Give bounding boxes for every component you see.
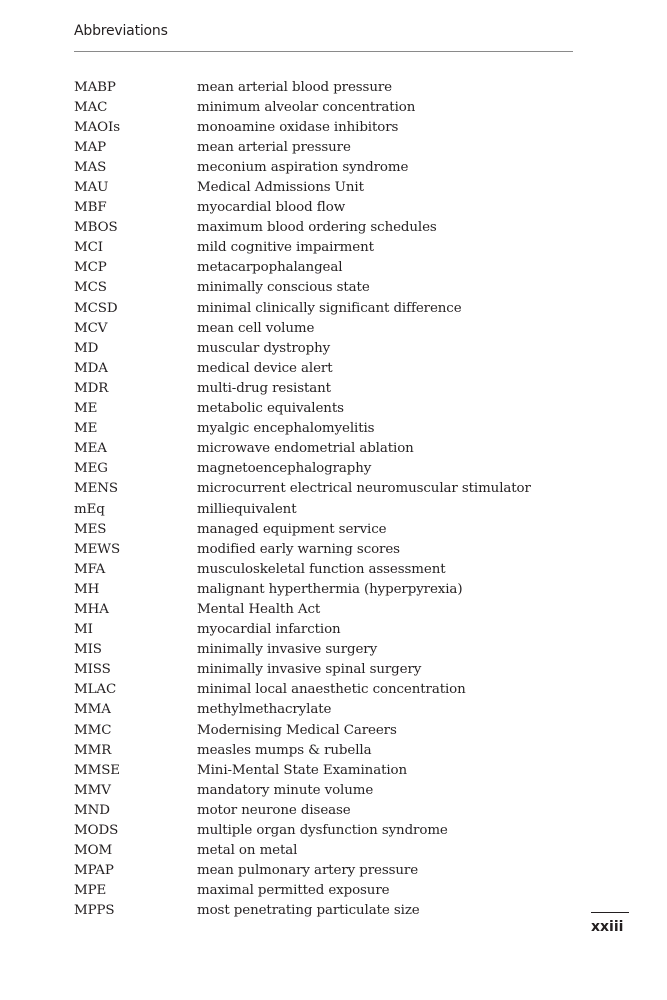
abbreviation-definition: myocardial infarction bbox=[197, 622, 341, 638]
abbreviation-row bbox=[74, 258, 573, 278]
abbreviation-definition: minimum alveolar concentration bbox=[197, 99, 416, 115]
abbreviation-row bbox=[74, 238, 573, 258]
abbreviation-row bbox=[74, 318, 573, 338]
abbreviation-term: MDA bbox=[74, 360, 108, 376]
abbreviation-row bbox=[74, 177, 573, 197]
abbreviation-definition: Mental Health Act bbox=[197, 601, 321, 617]
abbreviation-term: MH bbox=[74, 581, 100, 597]
abbreviation-definition: metacarpophalangeal bbox=[197, 260, 343, 276]
abbreviation-row bbox=[74, 519, 573, 539]
abbreviation-definition: microcurrent electrical neuromuscular stimulator bbox=[197, 481, 531, 497]
abbreviation-term: MAU bbox=[74, 180, 109, 196]
abbreviation-row bbox=[74, 419, 573, 439]
abbreviation-term: MIS bbox=[74, 642, 102, 658]
abbreviation-row bbox=[74, 137, 573, 157]
abbreviation-term: mEq bbox=[74, 501, 105, 517]
abbreviation-definition: minimally invasive surgery bbox=[197, 642, 378, 658]
abbreviation-row bbox=[74, 800, 573, 820]
abbreviation-definition: monoamine oxidase inhibitors bbox=[197, 119, 399, 135]
abbreviation-row bbox=[74, 579, 573, 599]
abbreviation-term: MMC bbox=[74, 722, 112, 738]
abbreviation-row bbox=[74, 298, 573, 318]
abbreviation-term: ME bbox=[74, 401, 98, 417]
abbreviation-definition: maximum blood ordering schedules bbox=[197, 220, 437, 236]
abbreviation-row bbox=[74, 881, 573, 901]
abbreviation-term: MDR bbox=[74, 380, 109, 396]
abbreviation-definition: mean arterial pressure bbox=[197, 139, 351, 155]
abbreviation-list bbox=[74, 77, 573, 921]
abbreviation-row bbox=[74, 479, 573, 499]
abbreviation-term: MISS bbox=[74, 662, 111, 678]
abbreviation-row bbox=[74, 720, 573, 740]
abbreviation-term: MCP bbox=[74, 260, 107, 276]
abbreviation-term: MEWS bbox=[74, 541, 121, 557]
abbreviation-term: MENS bbox=[74, 481, 118, 497]
abbreviation-definition: most penetrating particulate size bbox=[197, 903, 420, 919]
abbreviation-definition: myalgic encephalomyelitis bbox=[197, 421, 375, 437]
abbreviation-term: MMV bbox=[74, 782, 111, 798]
abbreviation-term: MOM bbox=[74, 843, 113, 859]
abbreviation-term: MAC bbox=[74, 99, 108, 115]
abbreviation-row bbox=[74, 841, 573, 861]
abbreviation-row bbox=[74, 218, 573, 238]
abbreviation-term: MHA bbox=[74, 601, 109, 617]
abbreviation-term: MEG bbox=[74, 461, 108, 477]
abbreviation-definition: mean cell volume bbox=[197, 320, 315, 336]
abbreviation-term: MMA bbox=[74, 702, 111, 718]
abbreviation-row bbox=[74, 439, 573, 459]
abbreviation-row bbox=[74, 660, 573, 680]
abbreviation-definition: meconium aspiration syndrome bbox=[197, 159, 409, 175]
abbreviation-row bbox=[74, 861, 573, 881]
abbreviation-definition: minimal local anaesthetic concentration bbox=[197, 682, 466, 698]
abbreviation-definition: muscular dystrophy bbox=[197, 340, 331, 356]
abbreviation-definition: medical device alert bbox=[197, 360, 333, 376]
abbreviation-term: MMR bbox=[74, 742, 112, 758]
abbreviation-definition: metabolic equivalents bbox=[197, 401, 344, 417]
abbreviation-definition: multiple organ dysfunction syndrome bbox=[197, 823, 448, 839]
abbreviation-term: MCSD bbox=[74, 300, 118, 316]
abbreviation-row bbox=[74, 620, 573, 640]
abbreviation-row bbox=[74, 198, 573, 218]
abbreviation-term: MEA bbox=[74, 441, 107, 457]
abbreviation-row bbox=[74, 599, 573, 619]
abbreviation-term: MD bbox=[74, 340, 99, 356]
abbreviation-term: MAS bbox=[74, 159, 107, 175]
abbreviation-definition: mean pulmonary artery pressure bbox=[197, 863, 419, 879]
abbreviation-definition: metal on metal bbox=[197, 843, 298, 859]
abbreviation-definition: myocardial blood flow bbox=[197, 200, 346, 216]
abbreviation-definition: multi-drug resistant bbox=[197, 380, 331, 396]
abbreviation-term: MBOS bbox=[74, 220, 118, 236]
abbreviation-row bbox=[74, 338, 573, 358]
abbreviation-row bbox=[74, 157, 573, 177]
abbreviation-term: MI bbox=[74, 622, 93, 638]
abbreviation-definition: mandatory minute volume bbox=[197, 782, 374, 798]
abbreviation-row bbox=[74, 499, 573, 519]
abbreviation-definition: minimally conscious state bbox=[197, 280, 370, 296]
abbreviation-definition: managed equipment service bbox=[197, 521, 387, 537]
abbreviation-term: MAOIs bbox=[74, 119, 121, 135]
abbreviation-term: MABP bbox=[74, 79, 116, 95]
abbreviation-row bbox=[74, 700, 573, 720]
abbreviation-definition: magnetoencephalography bbox=[197, 461, 372, 477]
abbreviation-term: MPPS bbox=[74, 903, 115, 919]
abbreviation-row bbox=[74, 278, 573, 298]
abbreviation-definition: minimal clinically significant difference bbox=[197, 300, 462, 316]
abbreviation-definition: minimally invasive spinal surgery bbox=[197, 662, 422, 678]
abbreviation-term: MPAP bbox=[74, 863, 114, 879]
abbreviation-row bbox=[74, 640, 573, 660]
abbreviation-row bbox=[74, 760, 573, 780]
abbreviation-term: MLAC bbox=[74, 682, 117, 698]
abbreviation-term: ME bbox=[74, 421, 98, 437]
abbreviation-definition: Modernising Medical Careers bbox=[197, 722, 397, 738]
abbreviation-definition: Mini-Mental State Examination bbox=[197, 762, 408, 778]
abbreviation-term: MBF bbox=[74, 200, 107, 216]
abbreviation-term: MODS bbox=[74, 823, 119, 839]
abbreviation-row bbox=[74, 378, 573, 398]
abbreviation-definition: milliequivalent bbox=[197, 501, 297, 517]
abbreviation-definition: measles mumps & rubella bbox=[197, 742, 372, 758]
abbreviation-definition: musculoskeletal function assessment bbox=[197, 561, 446, 577]
abbreviation-row bbox=[74, 117, 573, 137]
abbreviation-row bbox=[74, 77, 573, 97]
abbreviation-row bbox=[74, 358, 573, 378]
abbreviation-definition: maximal permitted exposure bbox=[197, 883, 390, 899]
running-head: Abbreviations bbox=[74, 23, 168, 39]
abbreviation-definition: mild cognitive impairment bbox=[197, 240, 374, 256]
header-rule bbox=[74, 51, 573, 52]
page-number: xxiii bbox=[591, 919, 624, 935]
abbreviation-row bbox=[74, 901, 573, 921]
abbreviation-definition: motor neurone disease bbox=[197, 802, 351, 818]
abbreviation-term: MMSE bbox=[74, 762, 120, 778]
abbreviation-term: MAP bbox=[74, 139, 107, 155]
abbreviation-row bbox=[74, 680, 573, 700]
abbreviation-term: MES bbox=[74, 521, 107, 537]
abbreviation-definition: modified early warning scores bbox=[197, 541, 400, 557]
abbreviation-definition: microwave endometrial ablation bbox=[197, 441, 414, 457]
abbreviation-term: MCI bbox=[74, 240, 103, 256]
folio-rule bbox=[591, 912, 629, 913]
abbreviation-row bbox=[74, 399, 573, 419]
abbreviation-row bbox=[74, 459, 573, 479]
abbreviation-row bbox=[74, 539, 573, 559]
abbreviation-row bbox=[74, 97, 573, 117]
abbreviation-definition: mean arterial blood pressure bbox=[197, 79, 392, 95]
abbreviation-term: MFA bbox=[74, 561, 106, 577]
abbreviation-row bbox=[74, 780, 573, 800]
abbreviation-definition: methylmethacrylate bbox=[197, 702, 332, 718]
abbreviation-row bbox=[74, 820, 573, 840]
abbreviation-term: MCS bbox=[74, 280, 107, 296]
abbreviation-row bbox=[74, 559, 573, 579]
abbreviation-definition: Medical Admissions Unit bbox=[197, 180, 364, 196]
abbreviation-row bbox=[74, 740, 573, 760]
abbreviation-term: MCV bbox=[74, 320, 108, 336]
abbreviation-term: MND bbox=[74, 802, 110, 818]
abbreviation-term: MPE bbox=[74, 883, 107, 899]
abbreviation-definition: malignant hyperthermia (hyperpyrexia) bbox=[197, 581, 463, 597]
